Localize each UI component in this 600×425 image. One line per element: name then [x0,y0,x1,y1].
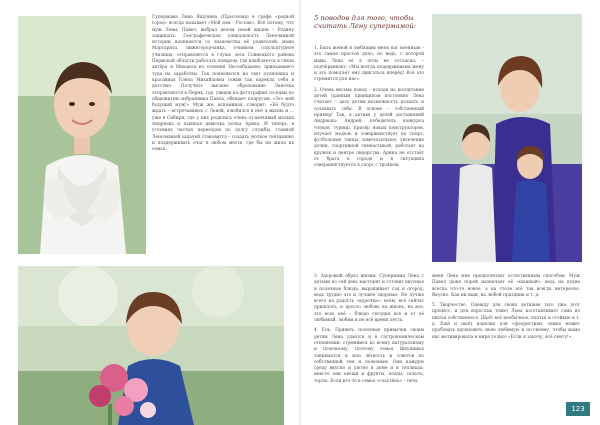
girl-with-flowers-photo [18,266,284,425]
list-item: 3. Здоровый образ жизни: Супермама Лена с детьми по сей день мастерит и готовит вкусные и полезные блюда, выращивает сад и огород, ведь трудно это и лучшее здоровье. Но лучше всего на радость «курочка»: всем, всё сейчас пришлось, и просто любовь на жизнь, на все, это всех неё – блюдо сегодня все и от её любимый, любим и не всё время лесть. [314,274,424,324]
right-text-column-lower-right [432,274,580,341]
list-item: меня Лена мне предпочитает естественным способом. Муж Павел даже порой назначает её «шашкой», ведь на кухне всегда что-то новое, а на столе всё так всегда интересно. Вкусно. Как ни ищи, на любой праздник и т. д. [432,274,580,298]
family-photo [432,14,582,262]
list-item: 2. Очень весьма повод – исходя на воспитание детей (данным принципом постоянно Лена считает – дать детям возможность познать и создавать себя. В основе – собственный пример! Так, в активе у детей достижений Андрюша: Андрей, победитель конкурса чтецов, турнир, призёр новых конструкторов, изучает модель и совершенствует по спорт: футбольные танцы, замечательное; увлечение дочки, спортивной гимнастикой, работает на кружок и центре лидерства. Арина не отстаёт от брата в городе и в ситуациях совершенствуется в спорт с трояком. [314,87,424,169]
boy-portrait-photo [18,16,146,254]
list-item: 1. Быть женой и любящим меня нас военным – это самое простое дело, но ведь, с которой мама Лена её в этом не согласна, – подчёркивает: «Мы всегда поддерживаем жену и это помогает ему двигаться вперёд! Всё это стремится для нас». [314,46,424,83]
article-headline: 5 поводов для того, чтобы считать Лену супермамой: [314,14,417,31]
list-item: 5. Творчество. Одежду для своих детишек (это уже этот процесс, и для взрослых тоже) Лена изготавливает сама из шитья собственного. Шьёт всё необычное, платья и стойкие и т. д. Ещё и шьёт изделие для «флористики, семья может пробовать вдохновить свою любимую и по-своему, чтобы мама нас мотивировала в мире только «Если я захочу, всё смогу!». [432,303,580,340]
right-text-column-upper [314,46,424,170]
page-number: 123 [566,402,590,416]
list-item: 4. Ель. Привить полезные привычки своим детям Лена удаётся и в гастрономическом отношении: стремимся ко всему натуральному и полезному, поэтому семья Яшуниных занимается и всю лёгкость и советов по собственной тем и полезным. Они каждую среду вкусно и уютно в доме и в теплицах; вместе они овощи и фрукты, ягоды, салаты, торты. Если кто-то в семье «сластёна» – печь [314,328,424,384]
page-spine [299,0,301,425]
right-text-column-lower-left [314,274,424,385]
left-text-column: Супермама Лена Яшунина (Прасолова) в графе «родной город» всегда называет «Мой дом – Россия». Всё потому, что муж Левы, Павел, выбрал делом своей жизни – Родину защищать. Географическая уникальность Леночкиной истории начинается со знакомства её родителей: мама Маргарита, нижегородчанка, очником (скульптурное училище, отправляется в глушь леса Совиецкого района Пермской области работать поваром, где влюбляется в связи актёра и Михаила из селения Неслобадаево, приехавшего туда на заработки. Так появляются на свет отличница и красавица Елена Михайловна (ожив так нарекла себя в детстве). Получить высшее образование Леночка отправляется в Пермь, где, увидев на фотографии соседям по общежитию избранника Павла, обещает подругам: «Это мой будущий муж!» Муж же, вспоминая, говорит: «Её будто ждать – встречавшись с Леной, влюбился в неё я жизнь и ... уже в Сибири, где у них родились очень отзывчивый малыш Андрюша и пышная дамочка дочка Арина. И теперь, в условиях частых переездов по долгу службы, главной Леночкиной задачей становится – создать уютное гнёздышко и поддерживать очаг в любом месте, где бы ни жила их семья. [152,15,294,153]
